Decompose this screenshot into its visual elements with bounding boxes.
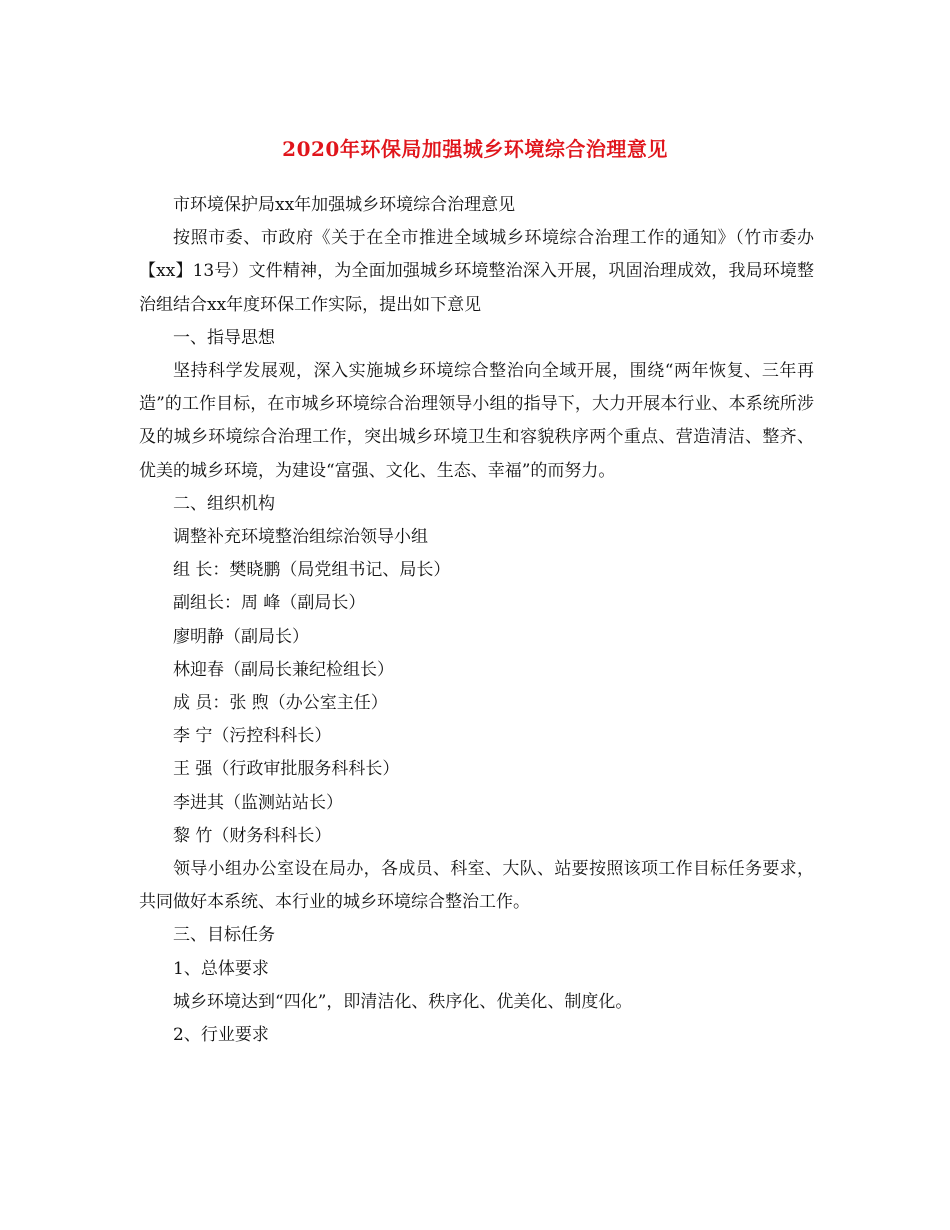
member-line-deputy-1: 副组长：周 峰（副局长） <box>173 593 366 614</box>
subheading-general-requirements: 1、总体要求 <box>173 958 269 979</box>
member-line-member-4: 李进其（监测站站长） <box>173 792 343 813</box>
member-line-member-5: 黎 竹（财务科科长） <box>173 825 332 846</box>
subheading-industry-requirements: 2、行业要求 <box>173 1025 269 1046</box>
section-heading-organization: 二、组织机构 <box>173 493 275 514</box>
general-requirements-paragraph: 城乡环境达到“四化”，即清洁化、秩序化、优美化、制度化。 <box>173 991 633 1012</box>
document-title: 2020年环保局加强城乡环境综合治理意见 <box>282 137 668 162</box>
section-heading-guiding-principles: 一、指导思想 <box>173 327 275 348</box>
intro-paragraph: 按照市委、市政府《关于在全市推进全域城乡环境综合治理工作的通知》（竹市委办【xx】13号）文件精神，为全面加强城乡环境整治深入开展，巩固治理成效，我局环境整治组结合xx年度环保工作实际，提出如下意见 <box>139 228 814 315</box>
subtitle-paragraph: 市环境保护局xx年加强城乡环境综合治理意见 <box>173 195 516 215</box>
document-body <box>139 189 814 1052</box>
member-line-member-2: 李 宁（污控科科长） <box>173 726 332 747</box>
member-line-leader: 组 长：樊晓鹏（局党组书记、局长） <box>173 560 451 581</box>
office-paragraph: 领导小组办公室设在局办，各成员、科室、大队、站要按照该项工作目标任务要求，共同做好本系统、本行业的城乡环境综合整治工作。 <box>139 859 814 913</box>
guiding-principles-paragraph: 坚持科学发展观，深入实施城乡环境综合整治向全域开展，围绕“两年恢复、三年再造”的工作目标，在市城乡环境综合治理领导小组的指导下，大力开展本行业、本系统所涉及的城乡环境综合治理工作，突出城乡环境卫生和容貌秩序两个重点、营造清洁、整齐、优美的城乡环境，为建设“富强、文化、生态、幸福”的而努力。 <box>139 361 814 481</box>
organization-intro-line: 调整补充环境整治组综治领导小组 <box>173 527 428 548</box>
member-line-member-1: 成 员：张 煦（办公室主任） <box>173 693 388 714</box>
member-line-member-3: 王 强（行政审批服务科科长） <box>173 759 400 780</box>
member-line-deputy-2: 廖明静（副局长） <box>173 626 309 647</box>
section-heading-targets: 三、目标任务 <box>173 925 275 946</box>
member-line-deputy-3: 林迎春（副局长兼纪检组长） <box>173 659 394 680</box>
